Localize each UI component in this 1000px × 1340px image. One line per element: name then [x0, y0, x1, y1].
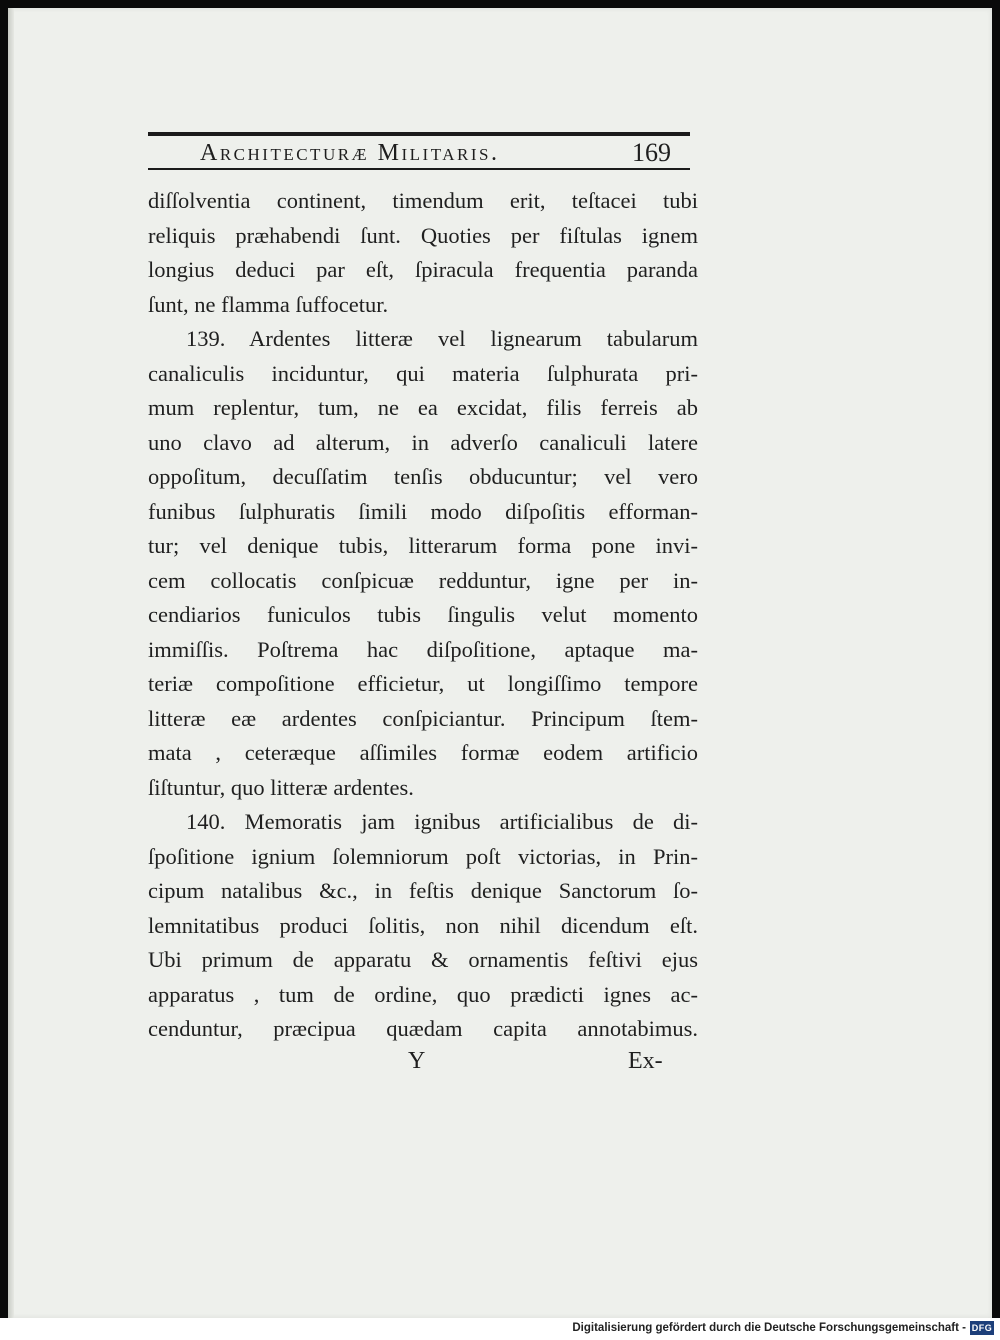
text-line: teriæ compoſitione efficietur, ut longiſſimo tempore — [148, 671, 698, 696]
text-line: funibus ſulphuratis ſimili modo diſpoſitis efforman- — [148, 498, 698, 524]
text-line: immiſſis. Poſtrema hac diſpoſitione, aptaque ma- — [148, 636, 698, 662]
text-line: cipum natalibus &c., in feſtis denique Sanctorum ſo- — [148, 878, 698, 903]
text-line: reliquis præhabendi ſunt. Quoties per fiſtulas ignem — [148, 222, 698, 248]
paragraph-140-start: 140. Memoratis jam ignibus artificialibus de di- — [186, 809, 698, 834]
text-line: ſpoſitione ignium ſolemniorum poſt victorias, in Prin- — [148, 843, 698, 869]
text-line: cendiarios funiculos tubis ſingulis velut momento — [148, 602, 698, 627]
text-line: lemnitatibus produci ſolitis, non nihil dicendum eſt. — [148, 912, 698, 938]
header-rule-thin — [148, 168, 690, 170]
text-line: mum replentur, tum, ne ea excidat, filis ferreis ab — [148, 395, 698, 420]
text-line: oppoſitum, decuſſatim tenſis obducuntur; vel vero — [148, 464, 698, 489]
dfg-logo-icon[interactable]: DFG — [971, 1323, 993, 1333]
page-gutter-shadow — [8, 8, 14, 1318]
page-number: 169 — [632, 138, 671, 167]
text-line: tur; vel denique tubis, litterarum forma pone invi- — [148, 533, 698, 558]
text-line: cem collocatis conſpicuæ redduntur, igne per in- — [148, 567, 698, 593]
text-line: cenduntur, præcipua quædam capita annotabimus. — [148, 1016, 698, 1041]
signature-mark: Y — [408, 1048, 426, 1074]
body-text — [148, 184, 698, 1047]
text-line: ſiſtuntur, quo litteræ ardentes. — [148, 774, 414, 800]
text-line: mata , ceteræque aſſimiles formæ eodem artificio — [148, 740, 698, 765]
running-head: Architecturæ Militaris. — [200, 140, 500, 166]
text-line: apparatus , tum de ordine, quo prædicti ignes ac- — [148, 981, 698, 1007]
paragraph-139-start: 139. Ardentes litteræ vel lignearum tabularum — [186, 326, 698, 351]
text-line: ſunt, ne flamma ſuffocetur. — [148, 291, 389, 317]
text-line: uno clavo ad alterum, in adverſo canaliculi latere — [148, 429, 698, 455]
text-line: litteræ eæ ardentes conſpiciantur. Principum ſtem- — [148, 705, 698, 731]
text-line: canaliculis inciduntur, qui materia ſulphurata pri- — [148, 360, 698, 386]
text-line: longius deduci par eſt, ſpiracula frequentia paranda — [148, 257, 698, 282]
catchword: Ex- — [628, 1048, 663, 1074]
digitization-credit: Digitalisierung gefördert durch die Deutsche Forschungsgemeinschaft - — [572, 1322, 966, 1334]
text-line: Ubi primum de apparatu & ornamentis feſtivi ejus — [148, 947, 698, 972]
header-rule-thick — [148, 132, 690, 136]
text-line: diſſolventia continent, timendum erit, teſtacei tubi — [148, 188, 698, 213]
